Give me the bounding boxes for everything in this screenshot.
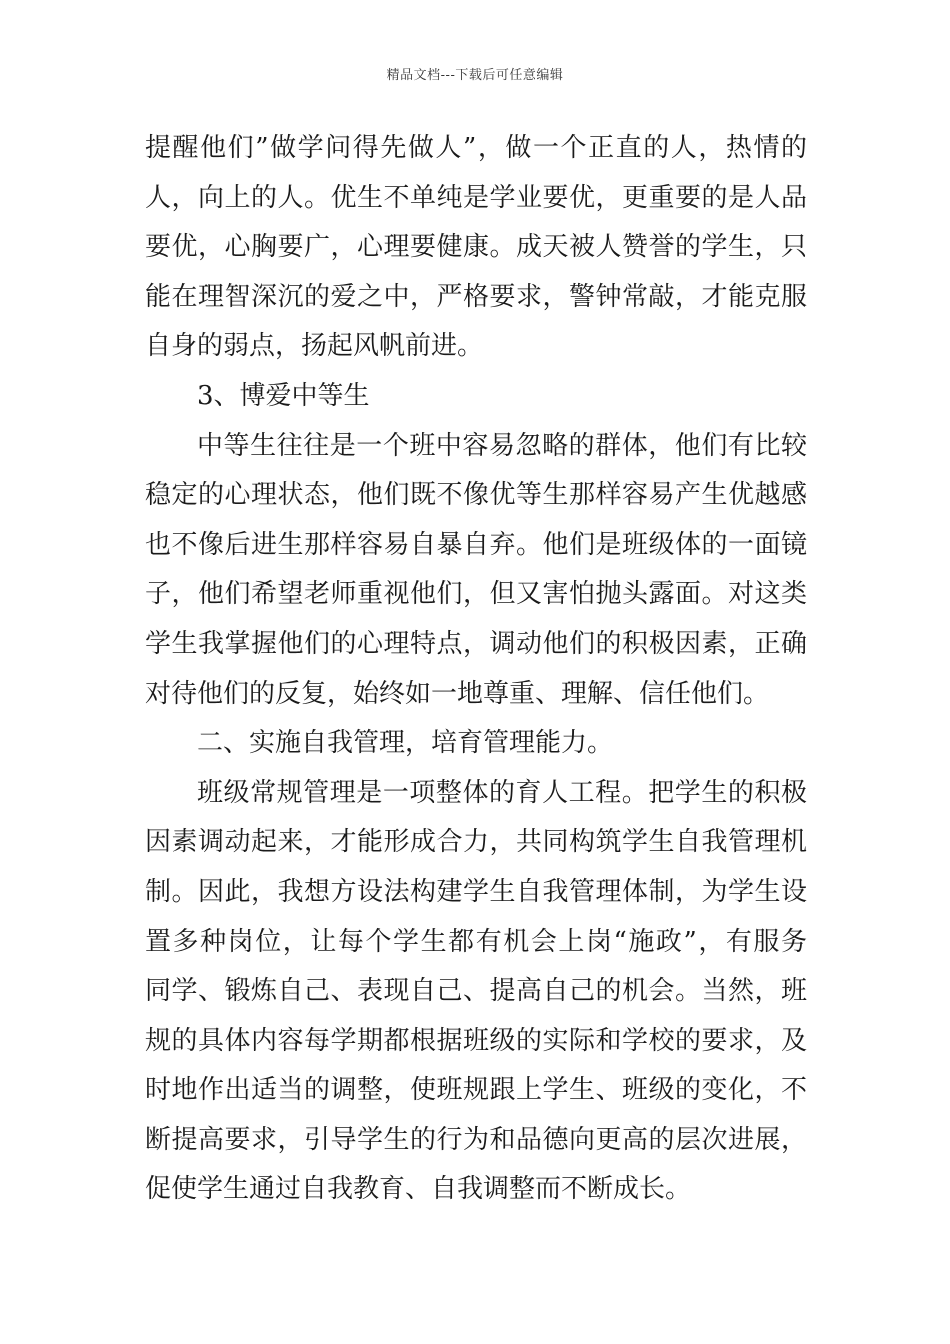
paragraph xyxy=(145,769,807,1215)
text-line: 要优，心胸要广，心理要健康。成天被人赞誉的学生，只 xyxy=(145,232,807,263)
text-line: 也不像后进生那样容易自暴自弃。他们是班级体的一面镜 xyxy=(145,529,807,560)
text-line: 规的具体内容每学期都根据班级的实际和学校的要求，及 xyxy=(145,1025,807,1056)
text-line: 3、博爱中等生 xyxy=(197,380,370,411)
text-line: 稳定的心理状态，他们既不像优等生那样容易产生优越感 xyxy=(145,480,807,511)
text-line: 班级常规管理是一项整体的育人工程。把学生的积极 xyxy=(197,777,807,808)
page-header: 精品文档---下载后可任意编辑 xyxy=(386,68,564,83)
text-line: 学生我掌握他们的心理特点，调动他们的积极因素，正确 xyxy=(145,628,807,659)
section-heading xyxy=(145,719,807,769)
text-line: 促使学生通过自我教育、自我调整而不断成长。 xyxy=(145,1174,692,1205)
text-line: 断提高要求，引导学生的行为和品德向更高的层次进展， xyxy=(145,1124,807,1155)
section-heading xyxy=(145,372,807,422)
text-line: 制。因此，我想方设法构建学生自我管理体制，为学生设 xyxy=(145,876,807,907)
text-line: 同学、锻炼自己、表现自己、提高自己的机会。当然，班 xyxy=(145,976,807,1007)
text-line: 中等生往往是一个班中容易忽略的群体，他们有比较 xyxy=(197,430,807,461)
text-line: 提醒他们”做学问得先做人”，做一个正直的人，热情的 xyxy=(145,133,807,163)
document-body xyxy=(145,124,807,1215)
text-line: 子，他们希望老师重视他们，但又害怕抛头露面。对这类 xyxy=(145,579,807,610)
text-line: 时地作出适当的调整，使班规跟上学生、班级的变化，不 xyxy=(145,1075,807,1106)
text-line: 自身的弱点，扬起风帆前进。 xyxy=(145,331,484,362)
text-line: 能在理智深沉的爱之中，严格要求，警钟常敲，才能克服 xyxy=(145,281,807,312)
text-line: 对待他们的反复，始终如一地尊重、理解、信任他们。 xyxy=(145,678,770,709)
paragraph xyxy=(145,124,807,372)
text-line: 人，向上的人。优生不单纯是学业要优，更重要的是人品 xyxy=(145,182,807,213)
paragraph xyxy=(145,422,807,720)
text-line: 因素调动起来，才能形成合力，共同构筑学生自我管理机 xyxy=(145,827,807,858)
text-line: 置多种岗位，让每个学生都有机会上岗“施政”，有服务 xyxy=(145,926,807,957)
text-line: 二、实施自我管理，培育管理能力。 xyxy=(197,728,614,759)
